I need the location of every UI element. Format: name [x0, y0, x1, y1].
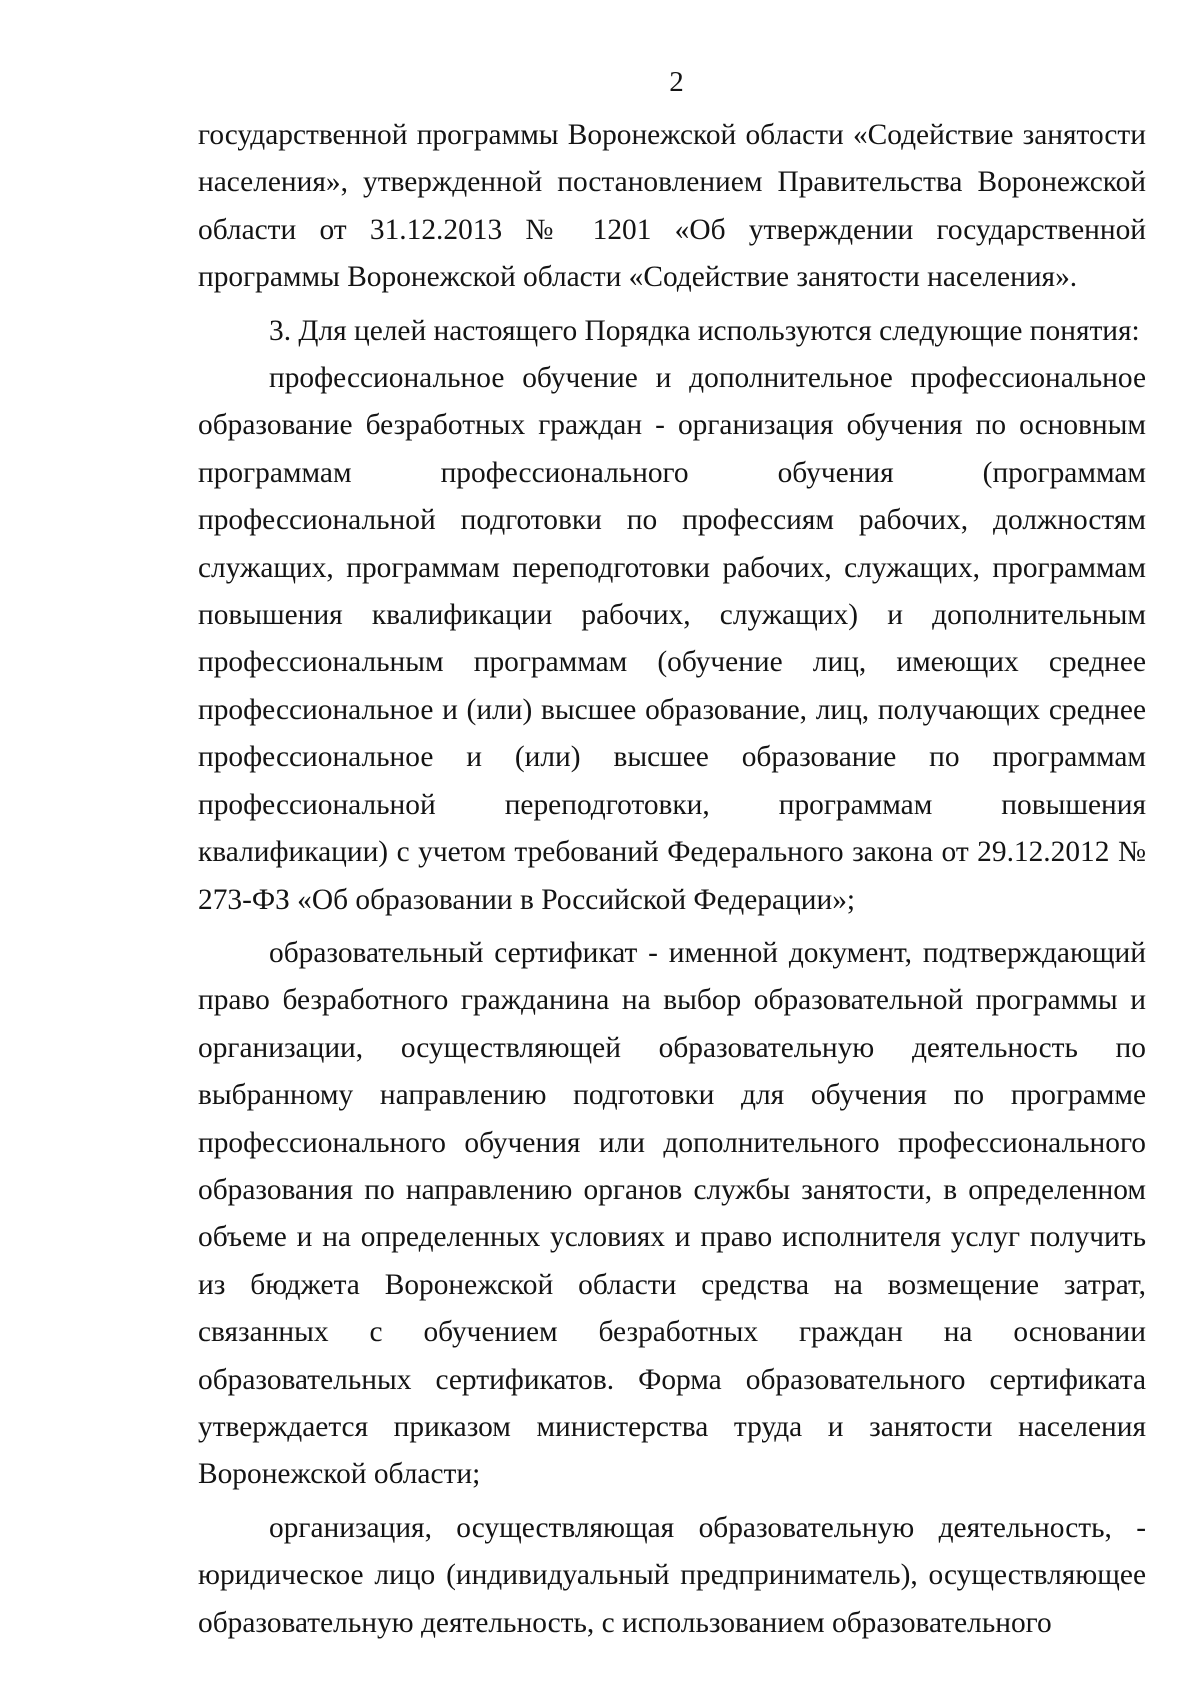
paragraph-definition-education-organization: организация, осуществляющая образовательную деятельность, - юридическое лицо (индивидуальный предприниматель), осуществляющее образовательную деятельность, с использованием образовательного	[198, 1511, 1146, 1639]
paragraph-definitions-intro: 3. Для целей настоящего Порядка используются следующие понятия:	[269, 314, 1140, 347]
paragraph-definition-professional-training: профессиональное обучение и дополнительное профессиональное образование безработных граждан - организация обучения по основным программам профессионального обучения (программам профессиональной подготовки по профессиям рабочих, должностям служащих, программам переподготовки рабочих, служащих, программам повышения квалификации рабочих, служащих) и дополнительным профессиональным программам (обучение лиц, имеющих среднее профессиональное и (или) высшее образование, лиц, получающих среднее профессиональное и (или) высшее образование по программам профессиональной переподготовки, программам повышения квалификации) с учетом требований Федерального закона от 29.12.2012 № 273-ФЗ «Об образовании в Российской Федерации»;	[198, 362, 1146, 916]
page-number: 2	[669, 66, 684, 98]
document-body	[198, 112, 1146, 1647]
paragraph-definition-education-certificate: образовательный сертификат - именной документ, подтверждающий право безработного гражданина на выбор образовательной программы и организации, осуществляющей образовательную деятельность по выбранному направлению подготовки для обучения по программе профессионального обучения или дополнительного профессионального образования по направлению органов службы занятости, в определенном объеме и на определенных условиях и право исполнителя услуг получить из бюджета Воронежской области средства на возмещение затрат, связанных с обучением безработных граждан на основании образовательных сертификатов. Форма образовательного сертификата утверждается приказом министерства труда и занятости населения Воронежской области;	[198, 936, 1146, 1491]
paragraph-program-reference: государственной программы Воронежской области «Содействие занятости населения», утвержденной постановлением Правительства Воронежской области от 31.12.2013 № 1201 «Об утверждении государственной программы Воронежской области «Содействие занятости населения».	[198, 119, 1146, 294]
